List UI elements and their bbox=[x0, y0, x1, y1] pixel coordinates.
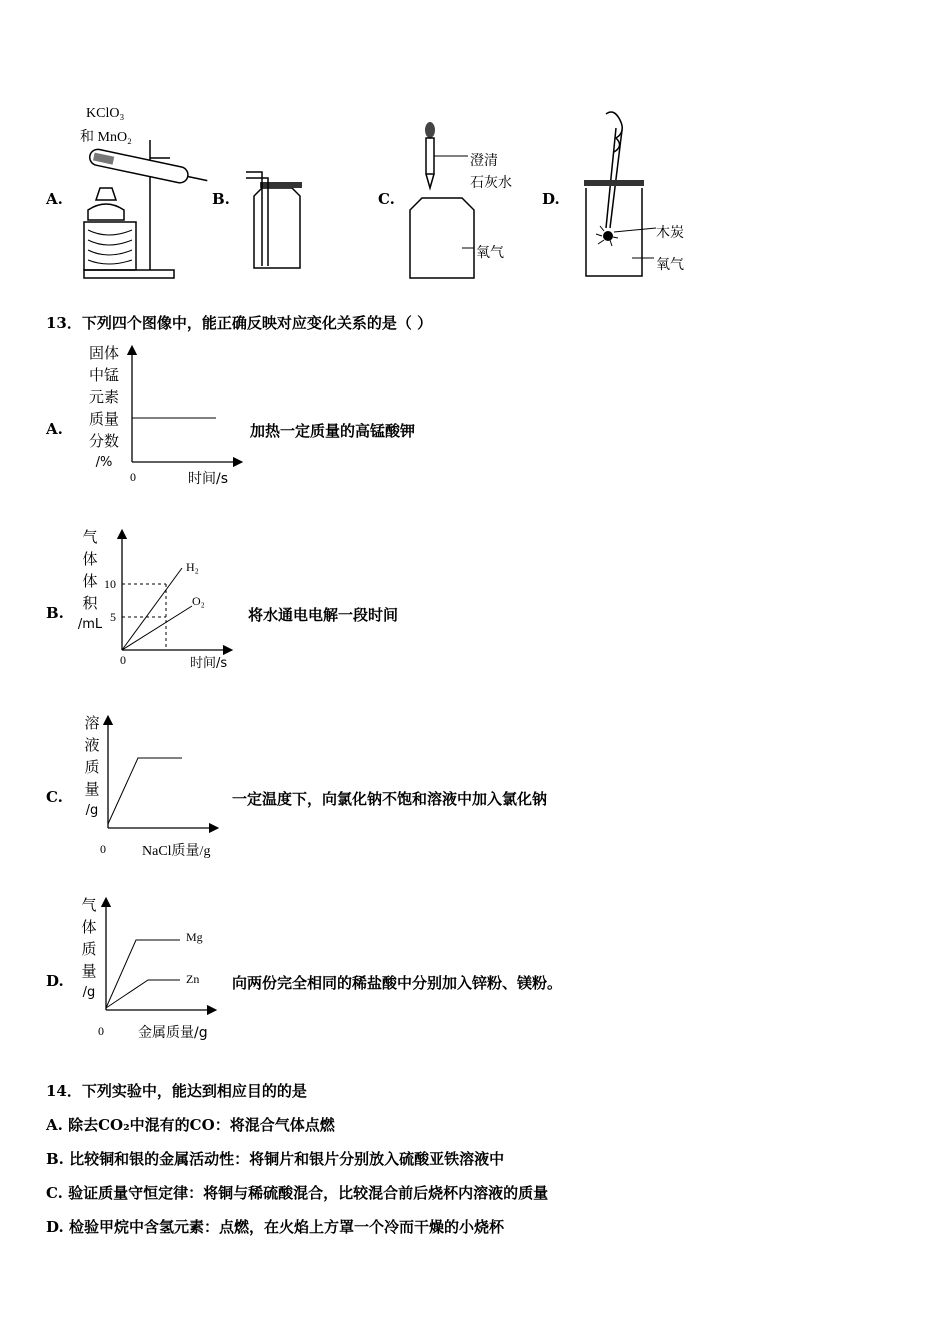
q12-option-b-letter: B. bbox=[212, 190, 230, 208]
q12-c-label-clear: 澄清 bbox=[470, 153, 498, 169]
q13-a-ylabel-3: 元素 bbox=[88, 388, 119, 406]
q13-b-label-h2: H₂ bbox=[186, 560, 199, 574]
q13-c-series-line bbox=[108, 758, 182, 824]
q13-b-series-o2 bbox=[122, 606, 192, 650]
q13-d-ylabel-2: 体 bbox=[81, 918, 97, 936]
q13-d-label-zn: Zn bbox=[186, 972, 200, 986]
q13-a-origin: 0 bbox=[130, 470, 136, 484]
q14-option-b-text: 比较铜和银的金属活动性：将铜片和银片分别放入硫酸亚铁溶液中 bbox=[69, 1150, 505, 1168]
q13-option-b-letter: B. bbox=[46, 604, 64, 622]
q13-b-ylabel-5: /mL bbox=[77, 617, 103, 632]
q13-b-ylabel-2: 体 bbox=[82, 550, 98, 568]
q14-option-c bbox=[46, 1182, 548, 1203]
q13-d-ylabel-3: 质 bbox=[81, 940, 97, 958]
q13-option-c-letter: C. bbox=[46, 788, 63, 806]
q13-d-series-mg bbox=[106, 940, 180, 1008]
q13-b-description: 将水通电电解一段时间 bbox=[248, 606, 399, 624]
q14-option-b-letter: B. bbox=[46, 1150, 64, 1168]
q13-b-ylabel-3: 体 bbox=[82, 572, 98, 590]
q13-d-ylabel bbox=[72, 894, 106, 1004]
q13-c-origin: 0 bbox=[100, 842, 106, 856]
q13-a-description: 加热一定质量的高锰酸钾 bbox=[250, 422, 416, 440]
q13-a-xlabel: 时间/s bbox=[188, 471, 229, 487]
q12-a-label-mno2: 和 MnO₂ bbox=[80, 130, 132, 145]
q13-a-chart bbox=[128, 344, 248, 468]
q12-c-label-limewater: 石灰水 bbox=[470, 175, 512, 191]
q13-a-ylabel-5: 分数 bbox=[88, 432, 119, 450]
q14-option-a-text: 除去CO₂中混有的CO：将混合气体点燃 bbox=[68, 1116, 335, 1134]
q13-b-ylabel-1: 气 bbox=[82, 528, 98, 546]
q14-option-b bbox=[46, 1148, 504, 1169]
q12-option-a-letter: A. bbox=[46, 190, 63, 208]
q13-b-tick-5: 5 bbox=[110, 610, 116, 624]
q13-c-ylabel-3: 质 bbox=[84, 758, 100, 776]
q13-title: 13．下列四个图像中，能正确反映对应变化关系的是（ ） bbox=[46, 314, 433, 332]
q14-option-c-text: 验证质量守恒定律：将铜与稀硫酸混合，比较混合前后烧杯内溶液的质量 bbox=[68, 1184, 549, 1202]
q13-b-label-o2: O₂ bbox=[192, 594, 205, 608]
q13-c-xlabel: NaCl质量/g bbox=[142, 844, 211, 859]
q12-option-d-letter: D. bbox=[542, 190, 560, 208]
q13-d-description: 向两份完全相同的稀盐酸中分别加入锌粉、镁粉。 bbox=[232, 974, 563, 992]
q13-c-ylabel-1: 溶 bbox=[84, 714, 100, 732]
q13-a-ylabel-6: /% bbox=[95, 455, 113, 470]
q12-d-label-charcoal: 木炭 bbox=[656, 225, 684, 241]
q14-option-a bbox=[46, 1114, 335, 1135]
q13-d-series-zn bbox=[106, 980, 180, 1008]
q13-b-ylabel bbox=[72, 526, 108, 636]
q12-option-c-letter: C. bbox=[378, 190, 395, 208]
q12-d-charcoal-bottle bbox=[576, 108, 666, 282]
q13-option-d-letter: D. bbox=[46, 972, 64, 990]
q13-b-ylabel-4: 积 bbox=[82, 594, 98, 612]
q13-d-ylabel-4: 量 bbox=[81, 962, 97, 980]
q13-option-a-letter: A. bbox=[46, 420, 63, 438]
q12-b-gas-bottle bbox=[240, 168, 310, 274]
q13-b-chart bbox=[118, 528, 238, 658]
q13-b-xlabel: 时间/s bbox=[190, 656, 228, 671]
q14-option-c-letter: C. bbox=[46, 1184, 63, 1202]
q13-d-origin: 0 bbox=[98, 1024, 104, 1038]
q12-a-apparatus bbox=[78, 140, 218, 282]
q13-a-ylabel-4: 质量 bbox=[88, 410, 119, 428]
q13-c-ylabel-2: 液 bbox=[84, 736, 100, 754]
q13-b-tick-10: 10 bbox=[104, 577, 116, 591]
q12-a-label-kclo3: KClO₃ bbox=[86, 106, 125, 121]
q14-title: 14．下列实验中，能达到相应目的的是 bbox=[46, 1082, 307, 1100]
q13-a-ylabel-2: 中锰 bbox=[88, 366, 119, 384]
q13-d-label-mg: Mg bbox=[186, 930, 203, 944]
q13-b-series-h2 bbox=[122, 568, 182, 650]
q13-c-description: 一定温度下，向氯化钠不饱和溶液中加入氯化钠 bbox=[232, 790, 548, 808]
q12-c-label-oxygen: 氧气 bbox=[476, 245, 504, 261]
q14-option-d bbox=[46, 1216, 504, 1237]
q13-d-ylabel-1: 气 bbox=[81, 896, 97, 914]
q12-d-label-oxygen: 氧气 bbox=[656, 257, 684, 273]
q13-c-chart bbox=[104, 714, 224, 836]
q13-c-ylabel-4: 量 bbox=[84, 780, 100, 798]
q13-d-ylabel-5: /g bbox=[82, 985, 96, 1000]
q13-b-origin: 0 bbox=[120, 653, 126, 667]
q13-d-chart bbox=[102, 896, 222, 1018]
q14-option-a-letter: A. bbox=[46, 1116, 63, 1134]
q13-a-ylabel-1: 固体 bbox=[88, 344, 119, 362]
q14-option-d-text: 检验甲烷中含氢元素：点燃，在火焰上方罩一个冷而干燥的小烧杯 bbox=[68, 1218, 504, 1236]
q14-option-d-letter: D. bbox=[46, 1218, 64, 1236]
q13-a-ylabel bbox=[84, 342, 124, 474]
q13-c-ylabel-5: /g bbox=[85, 803, 99, 818]
q13-d-xlabel: 金属质量/g bbox=[138, 1025, 208, 1041]
